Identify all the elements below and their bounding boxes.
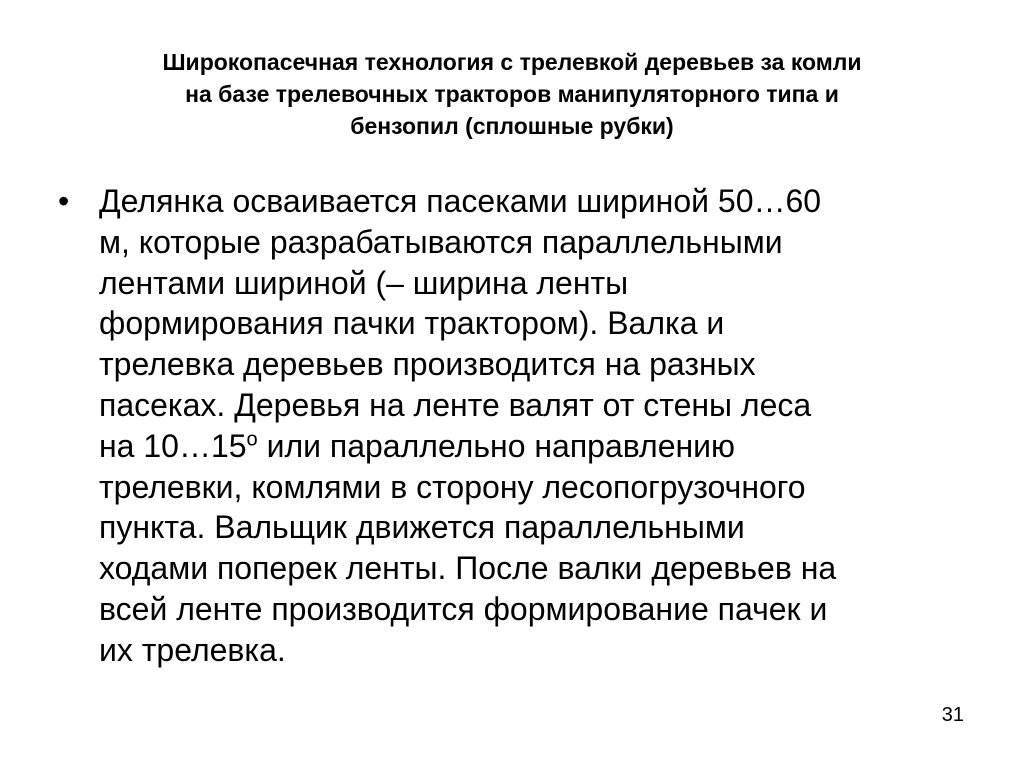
bullet-line: всей ленте производится формирование пачек и [99, 590, 828, 627]
bullet-line: пасеках. Деревья на ленте валят от стены леса [99, 386, 812, 423]
bullet-line: ходами поперек ленты. После валки деревьев на [99, 550, 837, 587]
bullet-line: их трелевка. [99, 631, 286, 668]
bullet-line-part: на 10…15 [99, 427, 247, 464]
bullet-line: м, которые разрабатываются параллельными [99, 223, 783, 260]
bullet-line [99, 426, 968, 467]
title-line: Широкопасечная технология с трелевкой деревьев за комли [162, 49, 862, 75]
bullet-line: трелевки, комлями в сторону лесопогрузочного [99, 468, 806, 505]
page-number: 31 [941, 704, 964, 726]
slide-title [60, 46, 964, 142]
bullet-line: формирования пачки трактором). Валка и [99, 305, 725, 342]
title-line: бензопил (сплошные рубки) [350, 113, 674, 139]
bullet-line: трелевка деревьев производится на разных [99, 346, 756, 383]
bullet-line: пункта. Вальщик движется параллельными [99, 509, 745, 546]
bullet-line: Делянка осваивается пасеками шириной 50…60 [99, 183, 822, 219]
bullet-line: лентами шириной (– ширина ленты [99, 264, 629, 301]
bullet-marker: • [58, 183, 70, 219]
degree-superscript: о [246, 428, 258, 451]
title-line: на базе трелевочных тракторов манипуляторного типа и [185, 81, 839, 107]
bullet-line-part: или параллельно направлению [257, 427, 736, 464]
bullet-text [99, 181, 968, 671]
